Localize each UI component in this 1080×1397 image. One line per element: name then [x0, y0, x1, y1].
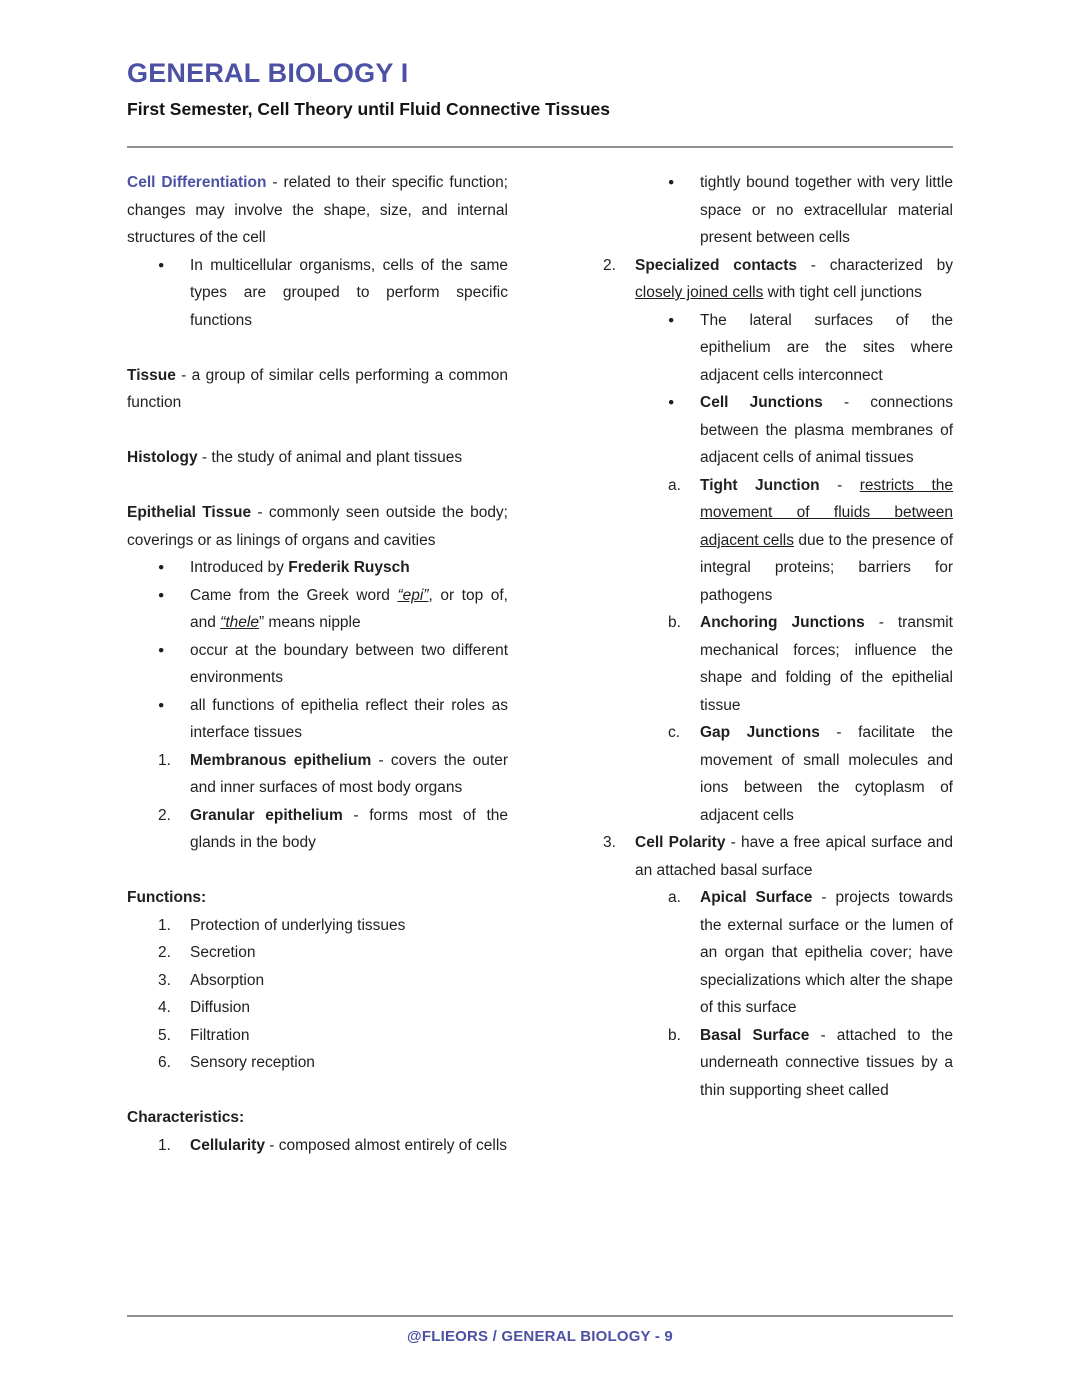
text-run: - facilitate the movement of small molecules and ions between the cytoplasm of adjacent cells: [700, 724, 953, 824]
right-column: [572, 169, 953, 1159]
paragraph: [127, 1104, 508, 1132]
list-marker: 3.: [603, 834, 616, 852]
list-item: [127, 994, 508, 1022]
list-item: [127, 939, 508, 967]
footer-credit: @FLIEORS / GENERAL BIOLOGY - 9: [407, 1328, 673, 1345]
text-run: Diffusion: [190, 999, 251, 1017]
text-run: closely joined cells: [635, 284, 764, 302]
list-marker: 2.: [158, 944, 171, 962]
list-item: [127, 1132, 508, 1160]
text-run: Anchoring Junctions: [700, 614, 865, 632]
text-run: - projects towards the external surface or the lumen of an organ that epithelia cover; have specializations which alter the shape of this surface: [700, 889, 953, 1017]
paragraph: [127, 362, 508, 417]
list-item: [572, 829, 953, 884]
list-item: [127, 554, 508, 582]
text-run: Cell Differentiation: [127, 174, 267, 192]
list-item: [127, 1049, 508, 1077]
list-item: [127, 692, 508, 747]
text-run: - forms most of the glands in the body: [190, 806, 508, 852]
text-run: Gap Junctions: [700, 724, 820, 742]
text-run: restricts the movement of fluids between adjacent cells: [700, 476, 953, 549]
content-columns: [127, 169, 953, 1159]
list-item: [127, 582, 508, 637]
text-run: In multicellular organisms, cells of the same types are grouped to perform specific functions: [190, 256, 508, 329]
list-marker: 1.: [158, 751, 171, 769]
list-item: [127, 967, 508, 995]
text-run: Filtration: [190, 1026, 250, 1044]
document-header: [127, 58, 953, 148]
text-run: Functions:: [127, 889, 207, 907]
text-run: due to the presence of integral proteins; barriers for pathogens: [700, 531, 954, 604]
list-item: [127, 252, 508, 335]
list-item: [127, 747, 508, 802]
header-divider: [127, 146, 953, 148]
text-run: Sensory reception: [190, 1054, 315, 1072]
text-run: Introduced by: [190, 559, 289, 577]
paragraph: [127, 499, 508, 554]
text-run: Cell Polarity: [635, 834, 726, 852]
list-marker: 1.: [158, 1136, 171, 1154]
bullet-marker: ●: [158, 561, 165, 574]
text-run: Tight Junction: [700, 476, 820, 494]
text-run: - connections between the plasma membranes of adjacent cells of animal tissues: [700, 394, 954, 467]
list-marker: a.: [668, 889, 681, 907]
list-item: [127, 802, 508, 857]
text-run: - commonly seen outside the body; coverings or as linings of organs and cavities: [127, 504, 508, 549]
list-marker: a.: [668, 476, 681, 494]
page-subtitle: First Semester, Cell Theory until Fluid Connective Tissues: [127, 99, 611, 120]
text-run: - composed almost entirely of cells: [264, 1136, 508, 1154]
text-run: - the study of animal and plant tissues: [197, 449, 463, 467]
list-item: [127, 637, 508, 692]
text-run: Protection of underlying tissues: [190, 916, 406, 934]
bullet-marker: ●: [668, 396, 675, 409]
text-run: Specialized contacts: [635, 256, 797, 274]
paragraph: [127, 169, 508, 252]
paragraph: [127, 444, 508, 472]
bullet-marker: ●: [158, 588, 165, 601]
text-run: - transmit mechanical forces; influence the shape and folding of the epithelial tissue: [700, 614, 953, 714]
list-marker: 1.: [158, 916, 171, 934]
text-run: Secretion: [190, 944, 256, 962]
list-marker: 2.: [158, 806, 171, 824]
text-run: -: [819, 476, 860, 494]
list-item: [572, 472, 953, 610]
document-footer: [127, 1315, 953, 1345]
text-run: Histology: [127, 449, 198, 467]
text-run: - have a free apical surface and an attached basal surface: [635, 834, 954, 879]
text-run: “epi”: [397, 586, 429, 604]
list-marker: b.: [668, 1026, 681, 1044]
text-run: Basal Surface: [700, 1026, 810, 1044]
text-run: ” means nipple: [258, 614, 361, 632]
text-run: with tight cell junctions: [763, 284, 922, 302]
text-run: Epithelial Tissue: [127, 504, 252, 522]
list-item: [572, 169, 953, 252]
list-item: [127, 912, 508, 940]
text-run: “thele: [220, 614, 259, 632]
text-run: - covers the outer and inner surfaces of most body organs: [190, 751, 508, 797]
text-run: The lateral surfaces of the epithelium are the sites where adjacent cells interconnect: [700, 311, 953, 384]
list-marker: 5.: [158, 1026, 171, 1044]
list-marker: 2.: [603, 256, 616, 274]
text-run: occur at the boundary between two different environments: [190, 641, 508, 687]
page-title: GENERAL BIOLOGY I: [127, 58, 409, 88]
list-marker: 4.: [158, 999, 171, 1017]
list-item: [572, 609, 953, 719]
text-run: Cell Junctions: [700, 394, 823, 412]
bullet-marker: ●: [158, 643, 165, 656]
paragraph: [127, 884, 508, 912]
list-item: [572, 719, 953, 829]
text-run: Absorption: [190, 971, 265, 989]
text-run: tightly bound together with very little space or no extracellular material present between cells: [700, 174, 953, 247]
bullet-marker: ●: [668, 176, 675, 189]
left-column: [127, 169, 508, 1159]
text-run: - characterized by: [796, 256, 953, 274]
text-run: Cellularity: [190, 1136, 265, 1154]
text-run: Tissue: [127, 366, 176, 384]
text-run: Granular epithelium: [190, 806, 343, 824]
list-item: [572, 252, 953, 307]
bullet-marker: ●: [668, 313, 675, 326]
list-item: [572, 307, 953, 390]
list-item: [572, 1022, 953, 1105]
text-run: Membranous epithelium: [190, 751, 372, 769]
text-run: - a group of similar cells performing a common function: [127, 366, 508, 412]
list-marker: c.: [668, 724, 681, 742]
text-run: Came from the Greek word: [190, 586, 398, 604]
text-run: Apical Surface: [700, 889, 813, 907]
list-item: [127, 1022, 508, 1050]
list-item: [572, 389, 953, 472]
text-run: Frederik Ruysch: [288, 559, 410, 577]
list-marker: b.: [668, 614, 681, 632]
list-marker: 3.: [158, 971, 171, 989]
text-run: Characteristics:: [127, 1109, 245, 1127]
text-run: - related to their specific function; changes may involve the shape, size, and internal structures of the cell: [127, 174, 508, 247]
list-marker: 6.: [158, 1054, 171, 1072]
bullet-marker: ●: [158, 258, 165, 271]
text-run: - attached to the underneath connective tissues by a thin supporting sheet called: [700, 1026, 953, 1099]
text-run: , or top of, and: [190, 586, 508, 632]
list-item: [572, 884, 953, 1022]
footer-divider: [127, 1315, 953, 1317]
bullet-marker: ●: [158, 698, 165, 711]
text-run: all functions of epithelia reflect their roles as interface tissues: [190, 696, 508, 742]
